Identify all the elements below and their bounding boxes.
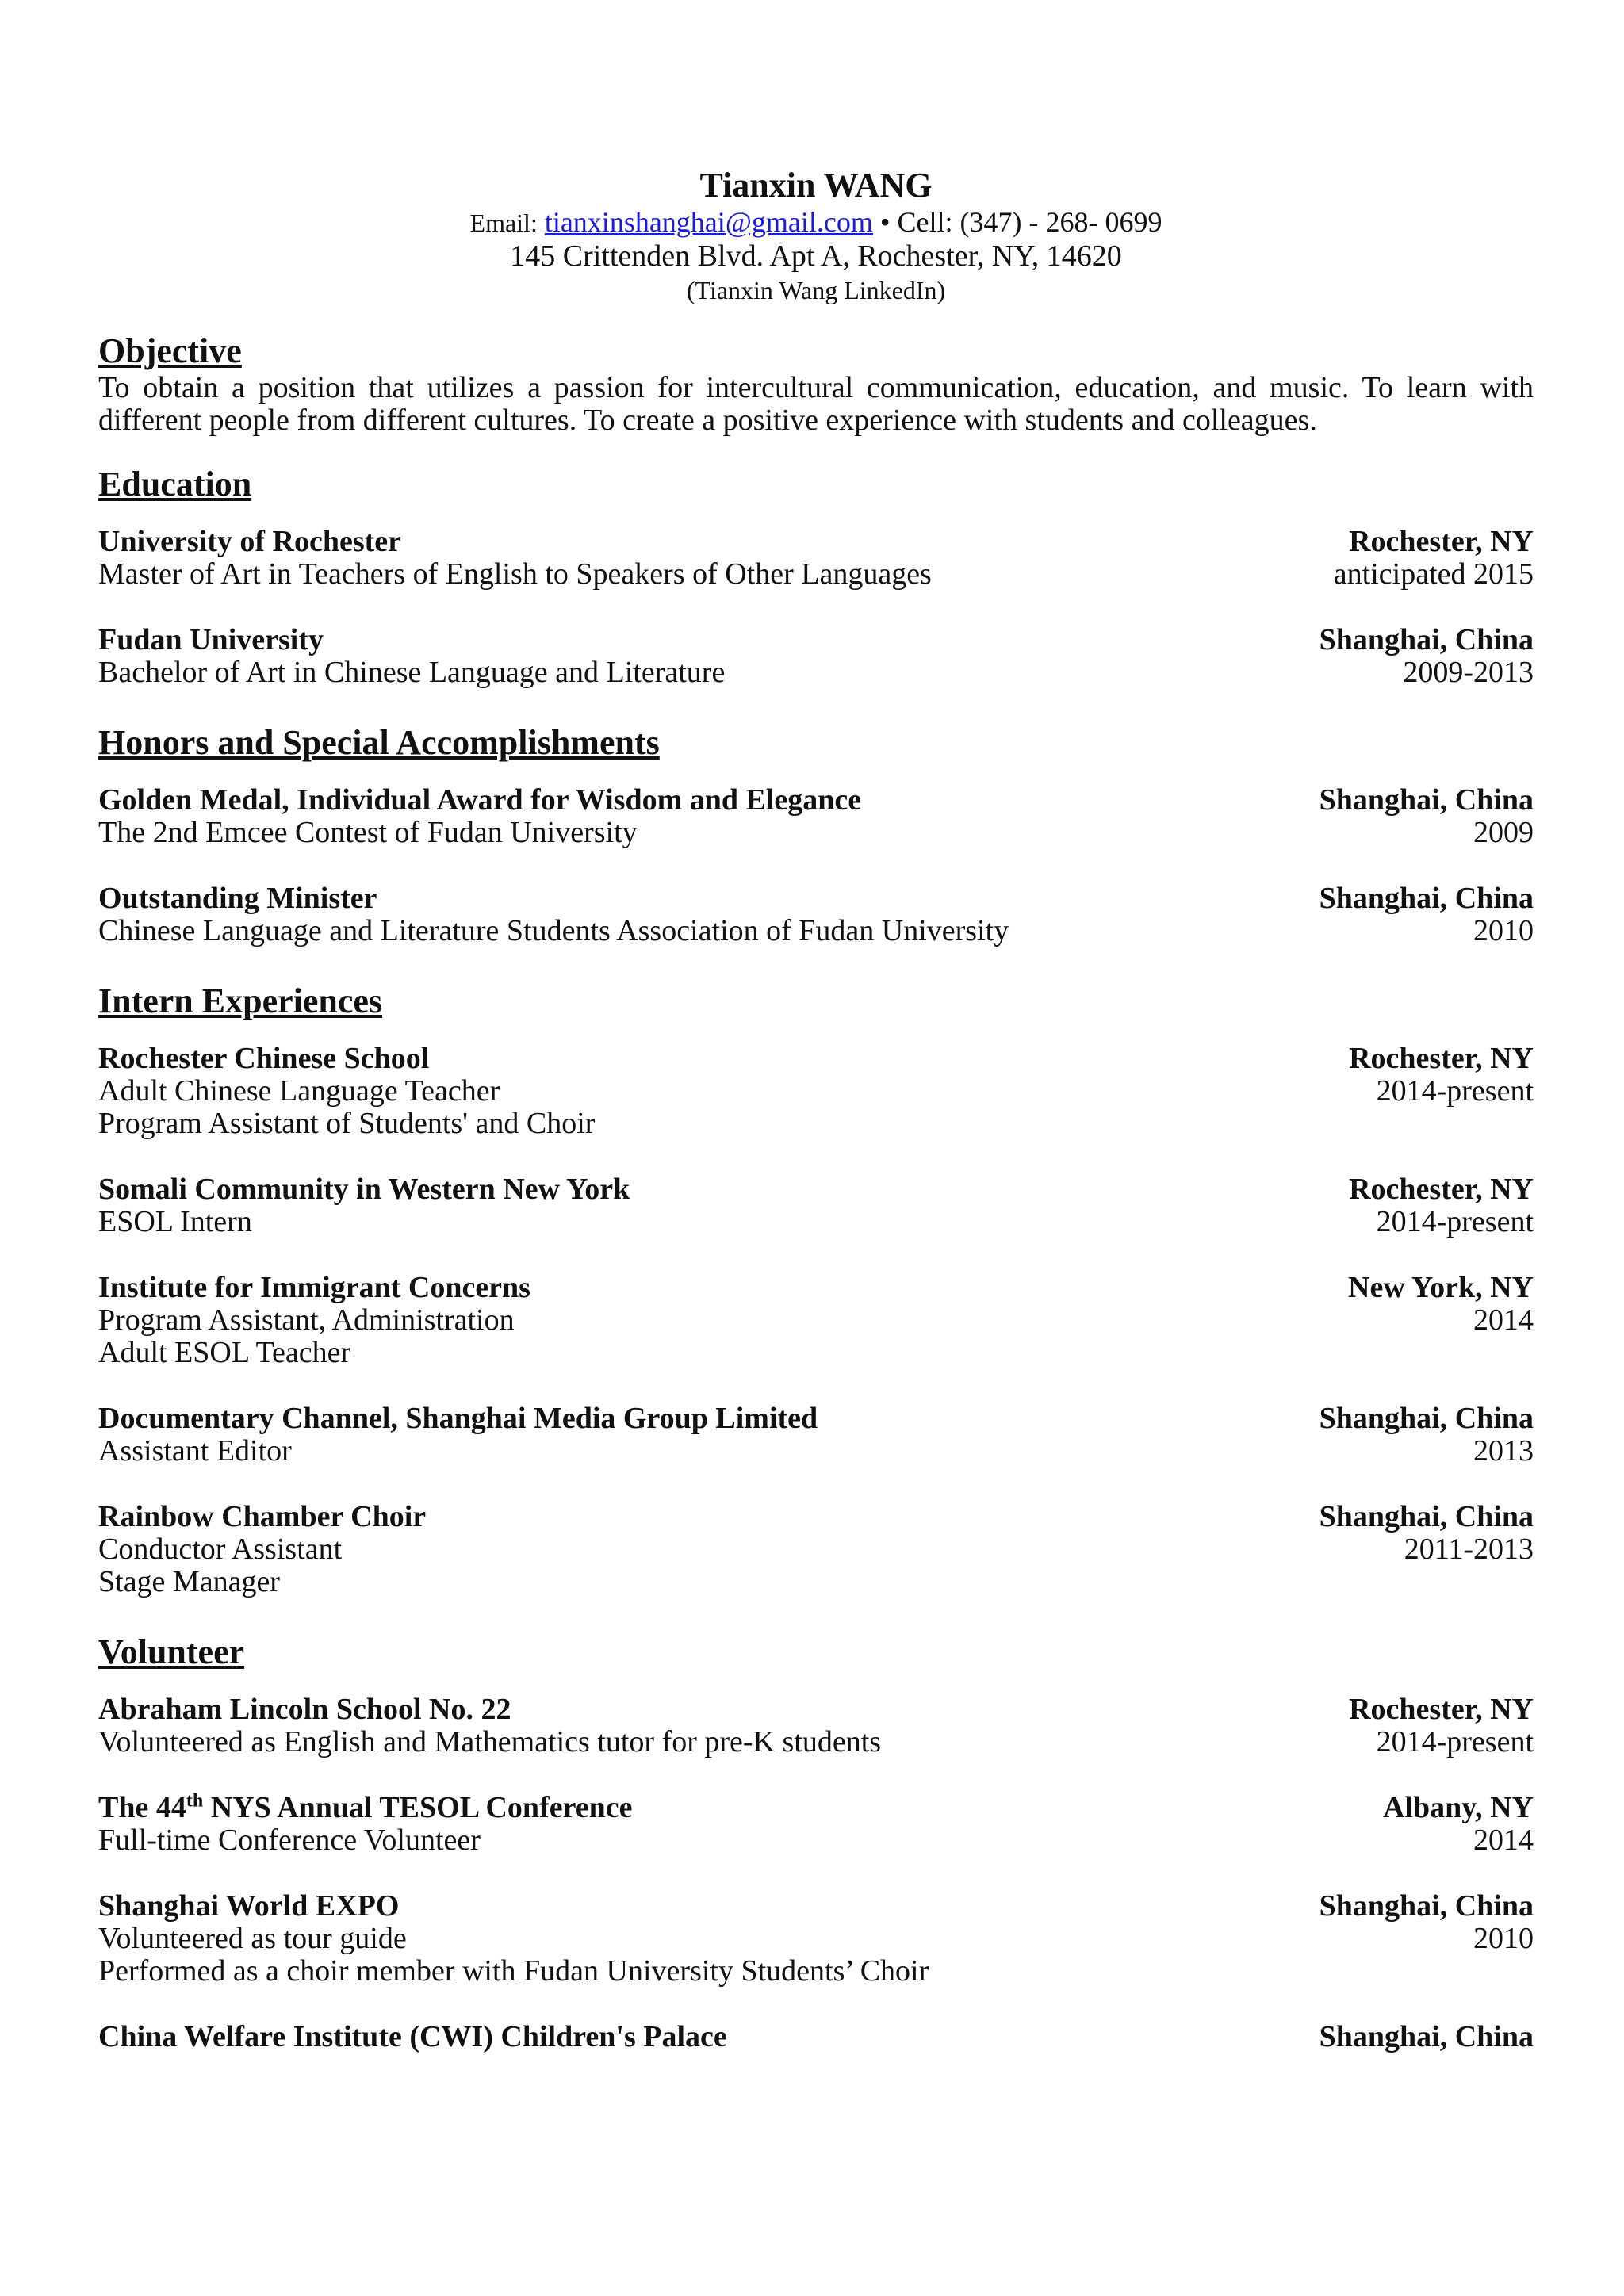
intern-entry [98,1501,1534,1598]
entry-date: 2014 [1473,1823,1534,1857]
entry-location: Rochester, NY [1349,1173,1534,1206]
entry-role: Chinese Language and Literature Students Association of Fudan University [98,914,1009,947]
entry-role: Adult ESOL Teacher [98,1336,351,1369]
entry-date: anticipated 2015 [1333,557,1534,591]
entry-location: New York, NY [1348,1271,1534,1304]
org-prefix: The 44 [98,1791,186,1824]
entry-role: Volunteered as English and Mathematics tutor for pre-K students [98,1725,882,1758]
candidate-name: Tianxin WANG [699,166,933,205]
org-suffix: NYS Annual TESOL Conference [203,1791,633,1824]
entry-org: Institute for Immigrant Concerns [98,1271,530,1304]
entry-org: Outstanding Minister [98,882,377,915]
entry-role: ESOL Intern [98,1205,252,1238]
entry-location: Shanghai, China [1319,882,1534,915]
org-superscript: th [186,1790,204,1812]
volunteer-entry [98,2021,1534,2053]
volunteer-entry [98,1890,1534,1988]
entry-role: The 2nd Emcee Contest of Fudan University [98,816,638,849]
entry-location: Shanghai, China [1319,1889,1534,1923]
volunteer-section [98,1632,1534,2053]
objective-title: Objective [98,331,242,370]
honors-title: Honors and Special Accomplishments [98,723,660,762]
volunteer-title: Volunteer [98,1632,245,1671]
volunteer-entry [98,1693,1534,1758]
phone-number: (347) - 268- 0699 [959,206,1162,238]
honors-entry [98,882,1534,947]
entry-date: 2009-2013 [1403,656,1534,689]
entry-location: Shanghai, China [1319,2020,1534,2053]
entry-role: Full-time Conference Volunteer [98,1823,481,1857]
entry-date: 2010 [1473,914,1534,947]
entry-role: Conductor Assistant [98,1533,343,1566]
entry-org: Fudan University [98,623,324,656]
entry-org: Rainbow Chamber Choir [98,1500,427,1533]
cell-label: Cell: [897,206,953,238]
entry-date: 2013 [1473,1434,1534,1468]
entry-org: Documentary Channel, Shanghai Media Group Limited [98,1402,818,1435]
separator-bullet: • [879,206,891,238]
linkedin-link[interactable]: (Tianxin Wang LinkedIn) [686,276,946,304]
education-entry [98,624,1534,689]
education-title: Education [98,465,252,503]
resume-page [98,165,1534,2087]
entry-date: 2010 [1473,1922,1534,1955]
entry-date: 2014-present [1376,1074,1534,1108]
entry-role: Bachelor of Art in Chinese Language and Literature [98,656,726,689]
entry-date: 2009 [1473,816,1534,849]
entry-org: Golden Medal, Individual Award for Wisdom and Elegance [98,783,862,817]
entry-role: Assistant Editor [98,1434,292,1468]
entry-org: University of Rochester [98,525,402,558]
entry-role: Performed as a choir member with Fudan University Students’ Choir [98,1954,929,1988]
entry-location: Rochester, NY [1349,1042,1534,1075]
entry-location: Albany, NY [1382,1791,1534,1824]
entry-org: Abraham Lincoln School No. 22 [98,1693,511,1726]
resume-header [98,165,1534,307]
email-label: Email: [469,209,538,237]
entry-location: Shanghai, China [1319,623,1534,656]
entry-org: China Welfare Institute (CWI) Children's Palace [98,2020,727,2053]
entry-role: Stage Manager [98,1565,280,1598]
volunteer-entry [98,1792,1534,1857]
entry-org: Shanghai World EXPO [98,1889,400,1923]
intern-section [98,981,1534,1598]
honors-section [98,722,1534,947]
entry-location: Rochester, NY [1349,1693,1534,1726]
entry-role: Program Assistant, Administration [98,1303,515,1337]
entry-role: Program Assistant of Students' and Choir [98,1107,596,1140]
entry-date: 2014 [1473,1303,1534,1337]
objective-text: To obtain a position that utilizes a passion for intercultural communication, education, and music. To learn with different people from different cultures. To create a positive experience with students and colleagues. [98,371,1534,437]
email-link[interactable]: tianxinshanghai@gmail.com [544,206,873,238]
intern-entry [98,1402,1534,1468]
entry-location: Rochester, NY [1349,525,1534,558]
entry-date: 2014-present [1376,1725,1534,1758]
contact-line [98,206,1534,239]
entry-location: Shanghai, China [1319,783,1534,817]
education-entry [98,526,1534,591]
education-section [98,464,1534,689]
entry-org [98,1792,632,1824]
entry-role: Adult Chinese Language Teacher [98,1074,500,1108]
honors-entry [98,784,1534,849]
entry-role: Volunteered as tour guide [98,1922,407,1955]
entry-location: Shanghai, China [1319,1500,1534,1533]
entry-date: 2014-present [1376,1205,1534,1238]
intern-entry [98,1043,1534,1140]
intern-entry [98,1272,1534,1369]
entry-org: Rochester Chinese School [98,1042,430,1075]
entry-date: 2011-2013 [1404,1533,1534,1566]
entry-location: Shanghai, China [1319,1402,1534,1435]
entry-org: Somali Community in Western New York [98,1173,630,1206]
address: 145 Crittenden Blvd. Apt A, Rochester, NY, 14620 [510,239,1122,273]
intern-entry [98,1173,1534,1238]
entry-role: Master of Art in Teachers of English to Speakers of Other Languages [98,557,932,591]
intern-title: Intern Experiences [98,982,383,1020]
